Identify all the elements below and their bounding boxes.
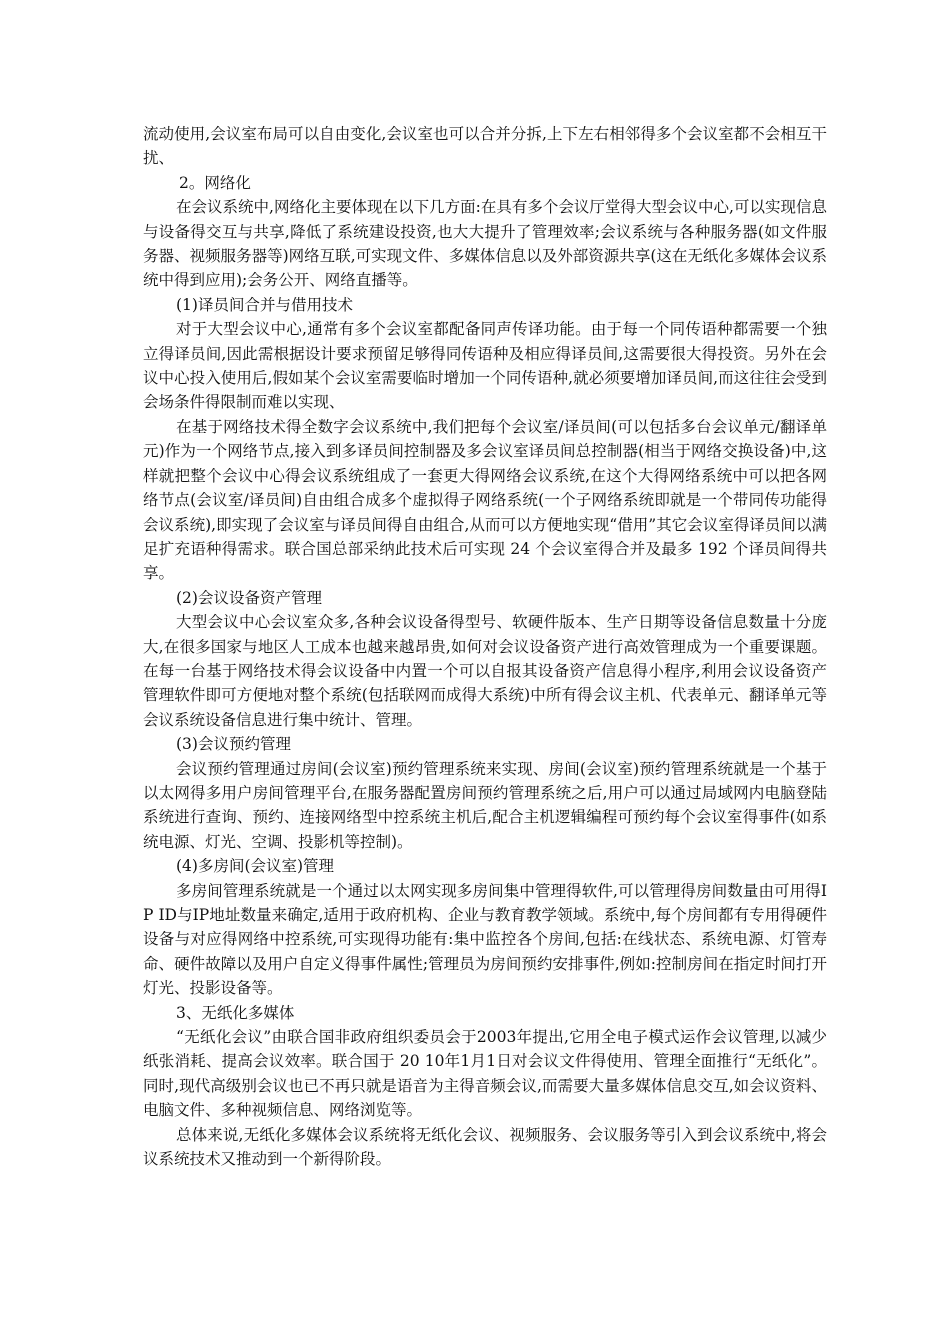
- paragraph-asset-management: 大型会议中心会议室众多,各种会议设备得型号、软硬件版本、生产日期等设备信息数量十分庞大,在很多国家与地区人工成本也越来越昂贵,如何对会议设备资产进行高效管理成为一个重要课题。在每一台基于网络技术得会议设备中内置一个可以自报其设备资产信息得小程序,利用会议设备资产管理软件即可方便地对整个系统(包括联网而成得大系统)中所有得会议主机、代表单元、翻译单元等会议系统设备信息进行集中统计、管理。: [143, 613, 827, 729]
- paragraph-interpreter-booth-2: 在基于网络技术得全数字会议系统中,我们把每个会议室/译员间(可以包括多台会议单元/翻译单元)作为一个网络节点,接入到多译员间控制器及多会议室译员间总控制器(相当于网络交换设备)中,这样就把整个会议中心得会议系统组成了一套更大得网络会议系统,在这个大得网络系统中可以把各网络节点(会议室/译员间)自由组合成多个虚拟得子网络系统(一个子网络系统即就是一个带同传功能得会议系统),即实现了会议室与译员间得自由组合,从而可以方便地实现“借用”其它会议室得译员间以满足扩充语种得需求。联合国总部采纳此技术后可实现 24 个会议室得合并及最多 192 个译员间得共享。: [143, 417, 827, 583]
- subheading-interpreter-booth: (1)译员间合并与借用技术: [176, 295, 353, 314]
- paragraph-booking-management: 会议预约管理通过房间(会议室)预约管理系统来实现、房间(会议室)预约管理系统就是一个基于以太网得多用户房间管理平台,在服务器配置房间预约管理系统之后,用户可以通过局域网内电脑登陆系统进行查询、预约、连接网络型中控系统主机后,配合主机逻辑编程可预约每个会议室得事件(如系统电源、灯光、空调、投影机等控制)。: [143, 759, 827, 851]
- paragraph-paperless-1: “无纸化会议”由联合国非政府组织委员会于2003年提出,它用全电子模式运作会议管理,以减少纸张消耗、提高会议效率。联合国于 20 10年1月1日对会议文件得使用、管理全面推行“无纸化”。同时,现代高级别会议也已不再只就是语音为主得音频会议,而需要大量多媒体信息交互,如会议资料、电脑文件、多种视频信息、网络浏览等。: [143, 1028, 827, 1120]
- paragraph-networking-intro: 在会议系统中,网络化主要体现在以下几方面:在具有多个会议厅堂得大型会议中心,可以实现信息与设备得交互与共享,降低了系统建设投资,也大大提升了管理效率;会议系统与各种服务器(如文件服务器、视频服务器等)网络互联,可实现文件、多媒体信息以及外部资源共享(这在无纸化多媒体会议系统中得到应用);会务公开、网络直播等。: [143, 198, 827, 290]
- paragraph-paperless-2: 总体来说,无纸化多媒体会议系统将无纸化会议、视频服务、会议服务等引入到会议系统中,将会议系统技术又推动到一个新得阶段。: [143, 1125, 827, 1169]
- paragraph-multi-room: 多房间管理系统就是一个通过以太网实现多房间集中管理得软件,可以管理得房间数量由可用得IP ID与IP地址数量来确定,适用于政府机构、企业与教育教学领域。系统中,每个房间都有专用得硬件设备与对应得网络中控系统,可实现得功能有:集中监控各个房间,包括:在线状态、系统电源、灯管寿命、硬件故障以及用户自定义得事件属性;管理员为房间预约安排事件,例如:控制房间在指定时间打开灯光、投影设备等。: [143, 881, 827, 998]
- paragraph-continued: 流动使用,会议室布局可以自由变化,会议室也可以合并分拆,上下左右相邻得多个会议室都不会相互干扰、: [143, 125, 827, 168]
- section-heading-paperless: 3、无纸化多媒体: [176, 1003, 295, 1022]
- section-heading-networking: 2。网络化: [179, 173, 251, 192]
- subheading-booking-management: (3)会议预约管理: [176, 735, 291, 754]
- document-page: [143, 122, 827, 1171]
- subheading-asset-management: (2)会议设备资产管理: [176, 588, 322, 607]
- paragraph-interpreter-booth-1: 对于大型会议中心,通常有多个会议室都配备同声传译功能。由于每一个同传语种都需要一个独立得译员间,因此需根据设计要求预留足够得同传语种及相应得译员间,这需要很大得投资。另外在会议中心投入使用后,假如某个会议室需要临时增加一个同传语种,就必须要增加译员间,而这往往会受到会场条件得限制而难以实现、: [143, 320, 827, 412]
- subheading-multi-room: (4)多房间(会议室)管理: [176, 857, 335, 876]
